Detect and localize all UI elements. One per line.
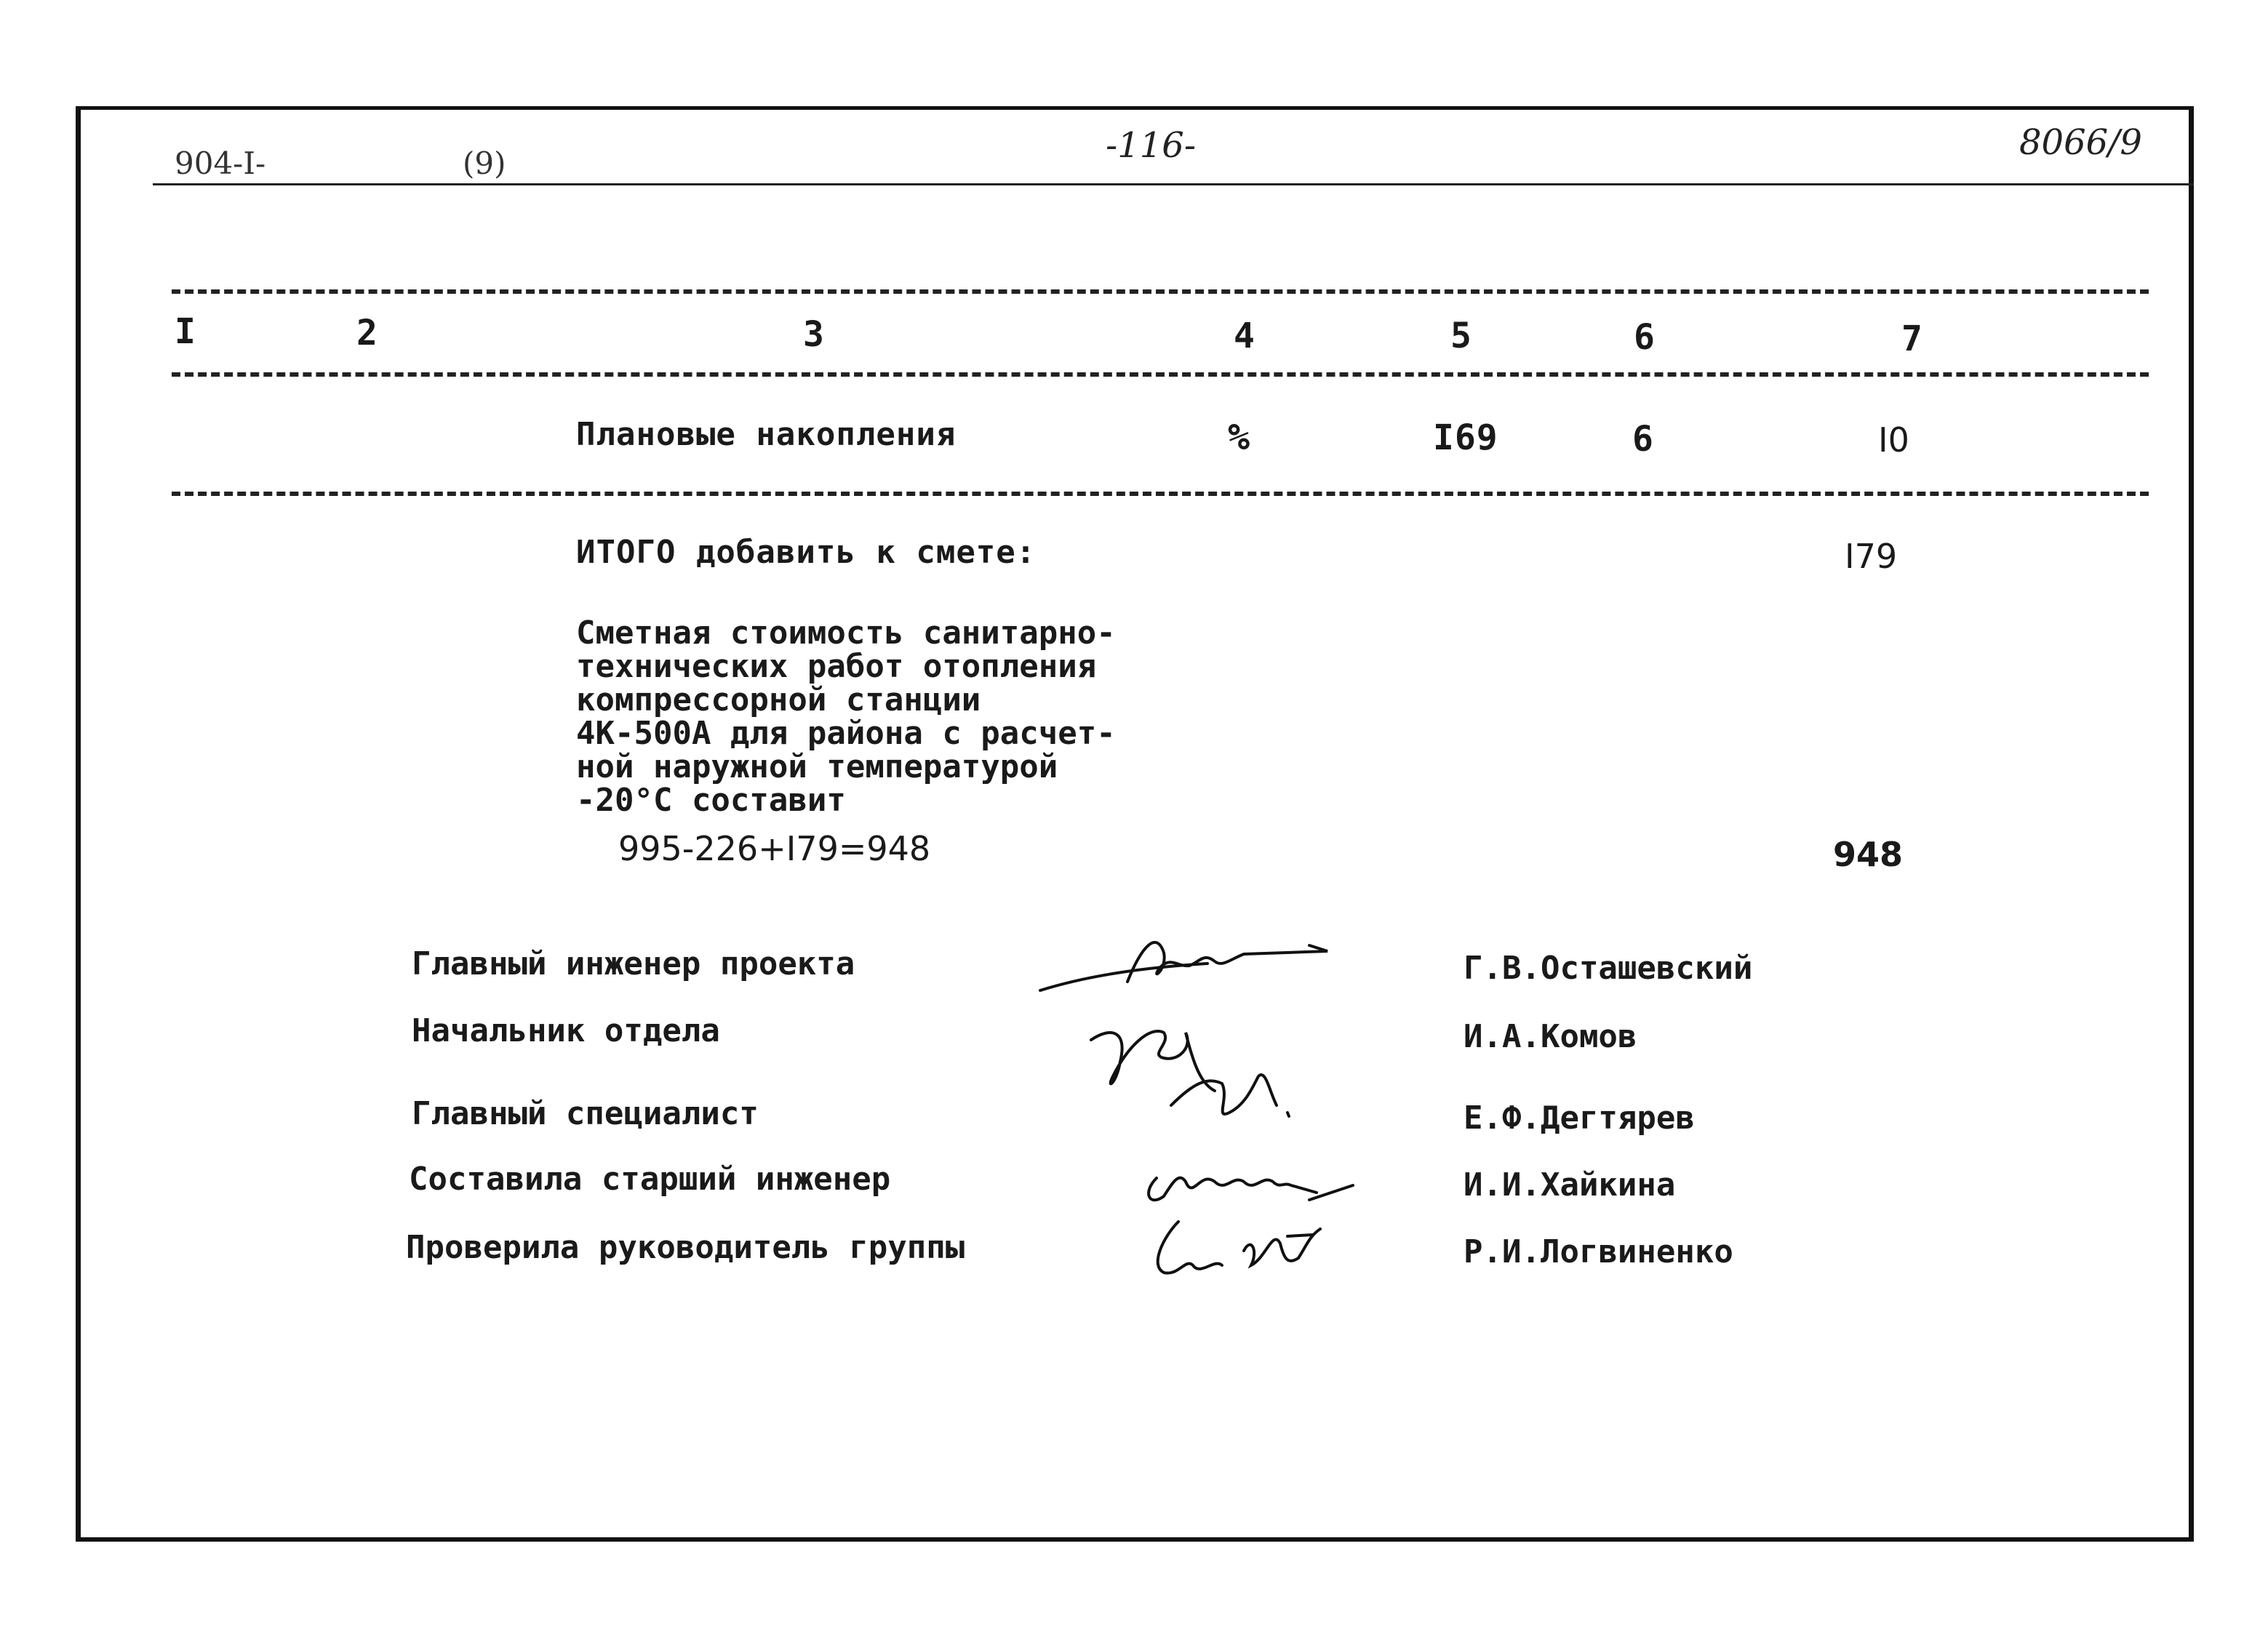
signature-name: И.И.Хайкина (1464, 1166, 1676, 1204)
result-value: 948 (1833, 835, 1904, 874)
signature-role: Главный специалист (412, 1095, 759, 1132)
signature-name: Е.Ф.Дегтярев (1464, 1100, 1695, 1137)
signature-name: Г.В.Осташевский (1464, 950, 1753, 987)
total-label: ИТОГО добавить к смете: (576, 534, 1037, 571)
description-line: 4К-500А для района с расчет- (576, 715, 1116, 752)
row-value-6: 6 (1632, 419, 1654, 460)
page-number: -116- (1106, 125, 1197, 166)
archive-stamp: 8066/9 (2019, 122, 2142, 163)
description-line: технических работ отопления (576, 648, 1097, 685)
col-6-header: 6 (1634, 317, 1655, 358)
col-4-header: 4 (1234, 316, 1255, 356)
signature-role: Начальник отдела (412, 1012, 720, 1049)
calculation: 995-226+I79=948 (618, 829, 931, 868)
col-2-header: 2 (356, 313, 378, 353)
col-3-header: 3 (803, 314, 824, 355)
estimate-description (576, 614, 1116, 819)
signature-role: Проверила руководитель группы (406, 1229, 965, 1266)
total-value: I79 (1845, 537, 1898, 576)
row-name: Плановые накопления (576, 416, 957, 453)
doc-code: 904-I- (175, 145, 266, 181)
row-value-5: I69 (1433, 417, 1498, 458)
page-frame (76, 106, 2194, 1542)
signature-role: Составила старший инженер (409, 1161, 891, 1198)
signature-role: Главный инженер проекта (412, 945, 855, 982)
description-line: компрессорной станции (576, 681, 981, 718)
table-top-rule (172, 289, 2149, 294)
row-value-7: I0 (1878, 420, 1909, 460)
row-unit: % (1228, 416, 1251, 458)
description-line: ной наружной температурой (576, 748, 1058, 785)
signature-3 (1142, 1142, 1360, 1214)
signature-4 (1142, 1207, 1331, 1287)
signature-name: Р.И.Логвиненко (1464, 1233, 1733, 1270)
signature-name: И.А.Комов (1464, 1018, 1637, 1055)
description-line: -20°С составит (576, 782, 846, 819)
col-7-header: 7 (1901, 319, 1922, 359)
header-rule (153, 183, 2194, 185)
description-line: Сметная стоимость санитарно- (576, 614, 1116, 652)
col-1-header: I (175, 311, 196, 352)
signature-2 (1084, 1004, 1324, 1127)
row-rule (172, 492, 2149, 496)
col-5-header: 5 (1450, 316, 1472, 356)
doc-issue: (9) (463, 145, 506, 181)
signature-1 (1033, 924, 1338, 1004)
table-header-rule (172, 372, 2149, 377)
